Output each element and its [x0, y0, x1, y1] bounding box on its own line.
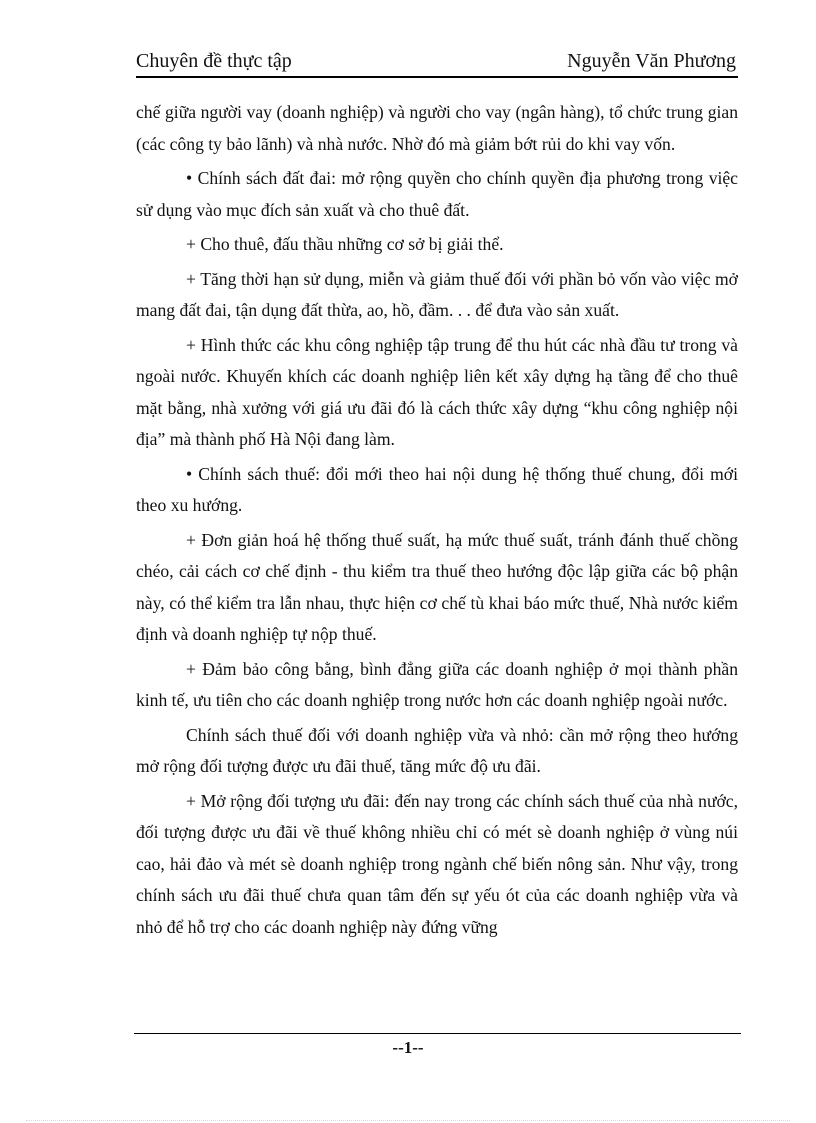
paragraph: chế giữa người vay (doanh nghiệp) và người cho vay (ngân hàng), tổ chức trung gian (các công ty bảo lãnh) và nhà nước. Nhờ đó mà giảm bớt rủi do khi vay vốn.: [136, 102, 738, 154]
paragraph: + Tăng thời hạn sử dụng, miễn và giảm thuế đối với phần bỏ vốn vào việc mở mang đất đai, tận dụng đất thừa, ao, hồ, đầm. . . để đưa vào sản xuất.: [136, 268, 738, 320]
paragraph: • Chính sách thuế: đổi mới theo hai nội dung hệ thống thuế chung, đổi mới theo xu hướng.: [136, 463, 738, 515]
paragraph: Chính sách thuế đối với doanh nghiệp vừa và nhỏ: cần mở rộng theo hướng mở rộng đối tượng được ưu đãi thuế, tăng mức độ ưu đãi.: [136, 724, 738, 776]
paragraph: • Chính sách đất đai: mở rộng quyền cho chính quyền địa phương trong việc sử dụng vào mục đích sản xuất và cho thuê đất.: [136, 168, 738, 220]
page-bottom-border: [26, 1120, 790, 1121]
header-title: Chuyên đề thực tập: [136, 50, 292, 72]
paragraph: + Đơn giản hoá hệ thống thuế suất, hạ mức thuế suất, tránh đánh thuế chồng chéo, cải cách cơ chế định - thu kiểm tra thuế theo hướng độc lập giữa các bộ phận này, có thể kiểm tra lẫn nhau, thực hiện cơ chế tù khai báo mức thuế, Nhà nước kiểm định và doanh nghiệp tự nộp thuế.: [136, 529, 738, 644]
page-header: [136, 50, 738, 78]
paragraph: + Hình thức các khu công nghiệp tập trung để thu hút các nhà đầu tư trong và ngoài nước. Khuyến khích các doanh nghiệp liên kết xây dựng hạ tầng để cho thuê mặt bằng, nhà xưởng với giá ưu đãi đó là cách thức xây dựng “khu công nghiệp nội địa” mà thành phố Hà Nội đang làm.: [136, 334, 738, 449]
page-number: --1--: [392, 1038, 424, 1057]
header-author: Nguyễn Văn Phương: [567, 50, 736, 72]
paragraph: + Mở rộng đối tượng ưu đãi: đến nay trong các chính sách thuế của nhà nước, đối tượng được ưu đãi về thuế không nhiều chỉ có mét sè doanh nghiệp ở vùng núi cao, hải đảo và mét sè doanh nghiệp trong ngành chế biến nông sản. Như vậy, trong chính sách ưu đãi thuế chưa quan tâm đến sự yếu ót của các doanh nghiệp vừa và nhỏ để hỗ trợ cho các doanh nghiệp này đứng vững: [136, 790, 738, 937]
footer-divider: [134, 1033, 741, 1034]
paragraph: + Cho thuê, đấu thầu những cơ sở bị giải thể.: [186, 234, 504, 254]
paragraph: + Đảm bảo công bằng, bình đẳng giữa các doanh nghiệp ở mọi thành phần kinh tế, ưu tiên cho các doanh nghiệp trong nước hơn các doanh nghiệp ngoài nước.: [136, 658, 738, 710]
document-body: [136, 97, 738, 946]
